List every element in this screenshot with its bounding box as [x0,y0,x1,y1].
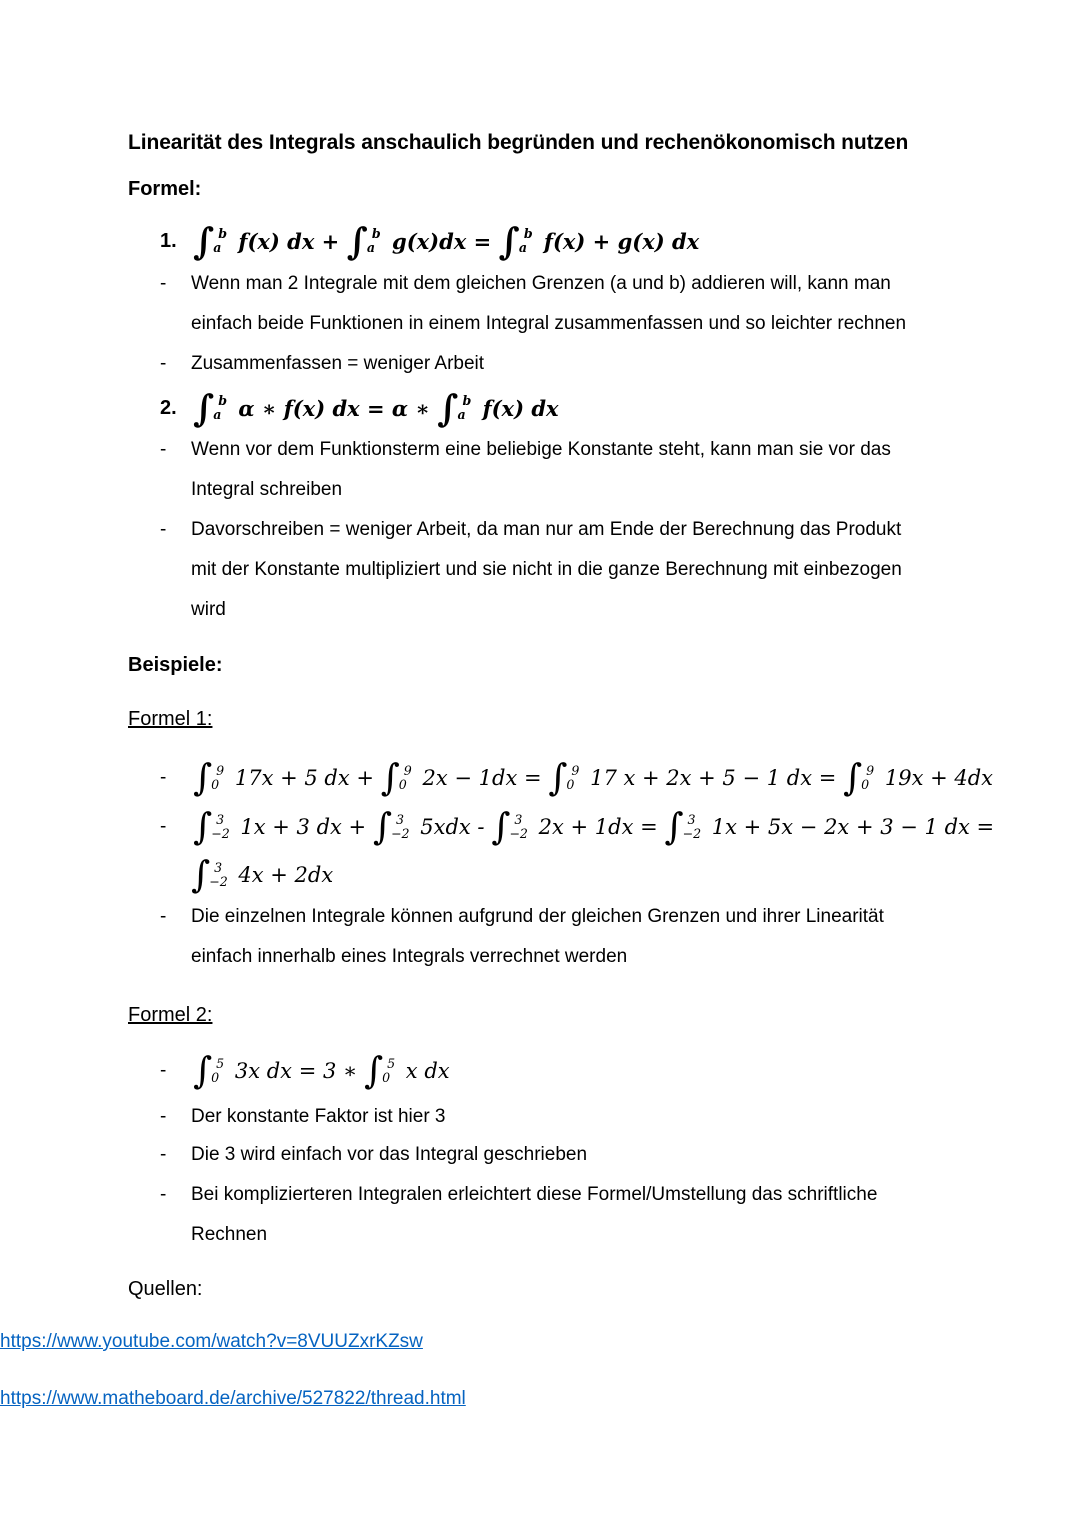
bullet-text-line: einfach beide Funktionen in einem Integral zusammenfassen und so leichter rechnen [191,313,907,334]
hyperlink-youtube[interactable]: https://www.youtube.com/watch?v=8VUUZxrKZsw [0,1331,423,1352]
integral-sign: ∫ b a [193,385,228,430]
formula-text: 5xdx - [413,815,492,839]
bullet-text-line: Die einzelnen Integrale können aufgrund der gleichen Grenzen und ihrer Linearität [191,906,884,927]
formula-constant-factor [193,385,559,430]
bullet-item [160,430,891,510]
example-formula-item [160,1047,450,1095]
heading-formel: Formel: [128,178,202,200]
numbered-formula-1 [160,217,699,265]
bullet-item [160,897,884,977]
bullet-text-line: Zusammenfassen = weniger Arbeit [191,353,485,374]
formula-text: 17x + 5 dx + [228,766,381,790]
bullet-text-line: Davorschreiben = weniger Arbeit, da man nur am Ende der Berechnung das Produkt [191,519,902,540]
bullet-item [160,264,906,344]
bullet-item [160,344,484,384]
formula-text: 2x + 1dx = [531,815,665,839]
bullet-text-line: Integral schreiben [191,479,343,500]
bullet-text-line: Wenn vor dem Funktionsterm eine beliebige Konstante steht, kann man sie vor das [191,439,891,460]
bullet-dash: - [160,273,167,294]
formula-text: 2x − 1dx = [415,766,549,790]
bullet-text-line: Die 3 wird einfach vor das Integral geschrieben [191,1144,588,1165]
formula-example-2-line-2 [191,852,334,896]
formula-text: x dx [399,1059,450,1083]
formula-example-2-line-1 [193,804,995,848]
formula-text: 1x + 5x − 2x + 3 − 1 dx = [705,815,995,839]
formula-example-1 [193,755,994,799]
formula-text: 19x + 4dx [878,766,994,790]
heading-formel-1: Formel 1: [128,708,213,730]
integral-sign: ∫ 3 −2 [372,804,410,848]
bullet-dash: - [160,1184,167,1205]
integral-sign: ∫ b a [498,218,533,263]
bullet-dash: - [160,1144,167,1165]
bullet-dash: - [160,1060,167,1081]
integral-sign: ∫ b a [193,218,228,263]
bullet-text-line: Bei komplizierteren Integralen erleichtert diese Formel/Umstellung das schriftliche [191,1184,878,1205]
bullet-text-line: wird [191,599,226,620]
bullet-text-line: mit der Konstante multipliziert und sie nicht in die ganze Berechnung mit einbezogen [191,559,902,580]
formula-example-3 [193,1048,450,1092]
heading-beispiele: Beispiele: [128,654,223,676]
integral-sign: ∫ b a [437,385,472,430]
bullet-dash: - [160,519,167,540]
formula-text: g(x)dx = [384,228,499,254]
formula-text: f(x) + g(x) dx [536,228,700,254]
numbered-formula-2 [160,384,559,432]
bullet-dash: - [160,439,167,460]
bullet-text-line: Rechnen [191,1224,268,1245]
page-title: Linearität des Integrals anschaulich begründen und rechenökonomisch nutzen [128,131,909,154]
integral-sign: ∫ 3 −2 [191,852,228,896]
example-formula-item [160,803,994,851]
formula-text: f(x) dx + [231,228,347,254]
heading-quellen: Quellen: [128,1278,203,1300]
hyperlink-matheboard[interactable]: https://www.matheboard.de/archive/527822/thread.html [0,1388,466,1409]
integral-sign: ∫ 9 0 [193,755,225,799]
bullet-text-line: Der konstante Faktor ist hier 3 [191,1106,446,1127]
integral-sign: ∫ 5 0 [193,1048,225,1092]
formula-linearity-sum [193,218,700,263]
heading-formel-2: Formel 2: [128,1004,213,1026]
bullet-dash: - [160,816,167,837]
formula-text: 4x + 2dx [231,863,334,887]
formula-text: 17 x + 2x + 5 − 1 dx = [583,766,843,790]
formula-text: f(x) dx [475,395,559,421]
integral-sign: ∫ 3 −2 [193,804,230,848]
formula-text: 1x + 3 dx + [233,815,373,839]
bullet-item [160,1135,587,1175]
integral-sign: ∫ b a [346,218,381,263]
integral-sign: ∫ 3 −2 [664,804,702,848]
bullet-item [160,510,902,630]
integral-sign: ∫ 5 0 [363,1048,396,1092]
bullet-text-line: Wenn man 2 Integrale mit dem gleichen Grenzen (a und b) addieren will, kann man [191,273,891,294]
bullet-dash: - [160,906,167,927]
integral-sign: ∫ 9 0 [843,755,875,799]
example-formula-continuation [191,851,333,899]
integral-sign: ∫ 9 0 [548,755,580,799]
formula-text: 3x dx = 3 ∗ [228,1059,364,1083]
list-number: 1. [160,229,177,252]
bullet-item [160,1097,446,1137]
bullet-item [160,1175,877,1255]
list-number: 2. [160,396,177,419]
bullet-text-line: einfach innerhalb eines Integrals verrechnet werden [191,946,628,967]
integral-sign: ∫ 9 0 [380,755,412,799]
integral-sign: ∫ 3 −2 [491,804,528,848]
example-formula-item [160,754,993,802]
bullet-dash: - [160,1106,167,1127]
bullet-dash: - [160,767,167,788]
formula-text: α ∗ f(x) dx = α ∗ [231,395,438,421]
bullet-dash: - [160,353,167,374]
